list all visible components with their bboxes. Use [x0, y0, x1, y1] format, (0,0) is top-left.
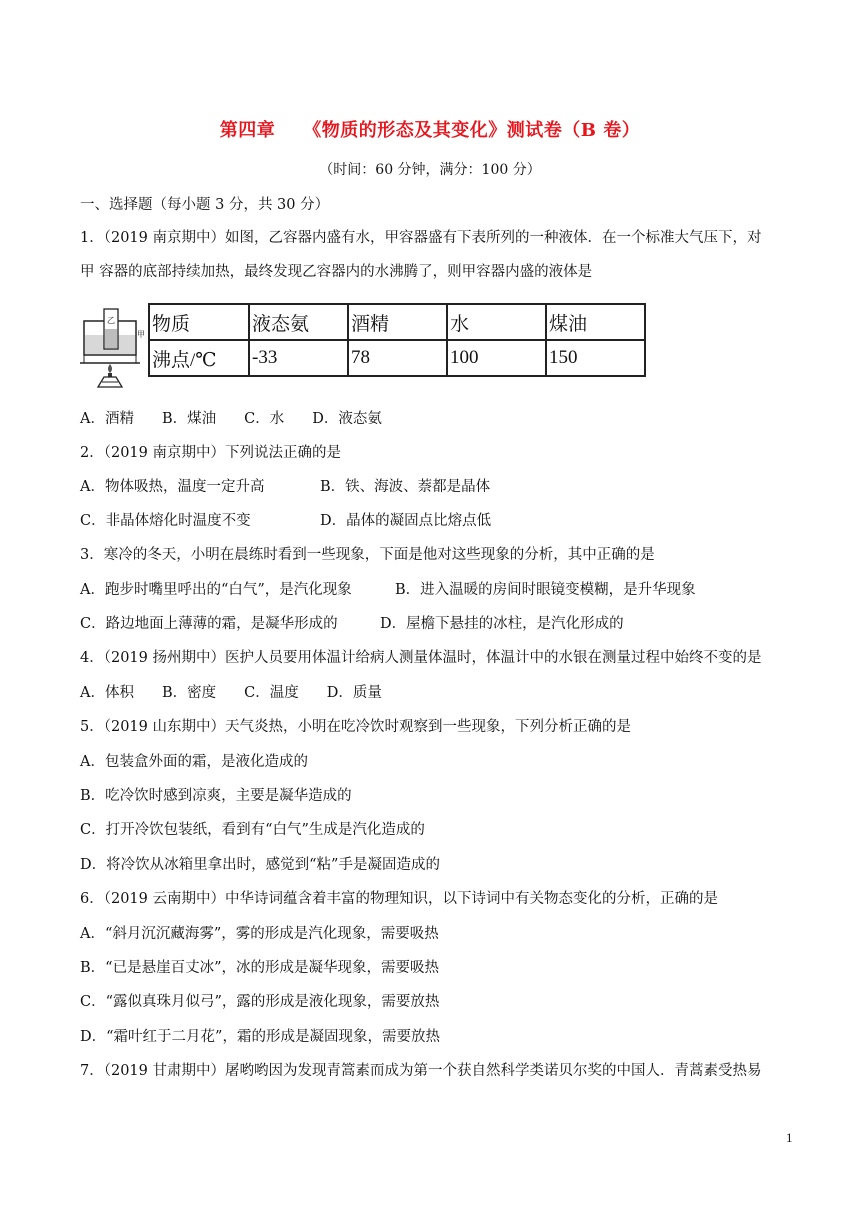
question-6-stem: 6．（2019 云南期中）中华诗词蕴含着丰富的物理知识，以下诗词中有关物态变化的分析，正确的是	[80, 891, 718, 907]
page-number: 1	[786, 1130, 793, 1145]
table-cell: 物质	[149, 304, 249, 340]
test-meta: （时间：60 分钟，满分：100 分）	[319, 162, 541, 178]
question-2-options-row-1	[80, 477, 790, 497]
option-d: D．屋檐下悬挂的冰柱，是汽化形成的	[380, 616, 624, 632]
option-b: B．进入温暖的房间时眼镜变模糊，是升华现象	[395, 582, 696, 598]
option-c: C．非晶体熔化时温度不变	[80, 513, 251, 529]
question-2-stem: 2．（2019 南京期中）下列说法正确的是	[80, 445, 341, 461]
question-5-stem: 5．（2019 山东期中）天气炎热，小明在吃冷饮时观察到一些现象，下列分析正确的是	[80, 719, 631, 735]
question-6-option-d: D．“霜叶红于二月花”，霜的形成是凝固现象，需要放热	[80, 1029, 440, 1045]
page-title	[0, 116, 860, 142]
chapter-label: 第四章	[219, 120, 276, 141]
option-d: D．液态氨	[312, 411, 382, 427]
question-7-stem: 7．（2019 甘肃期中）屠哟哟因为发现青篙素而成为第一个获自然科学类诺贝尔奖的中国人．青蒿素受热易	[80, 1063, 762, 1079]
question-3-stem: 3．寒冷的冬天，小明在晨练时看到一些现象，下面是他对这些现象的分析，其中正确的是	[80, 547, 655, 563]
question-1-options	[80, 409, 790, 429]
question-1-stem-line-2: 甲 容器的底部持续加热，最终发现乙容器内的水沸腾了，则甲容器内盛的液体是	[80, 264, 593, 280]
question-6-option-b: B．“已是悬崖百丈冰”，冰的形成是凝华现象，需要吸热	[80, 960, 439, 976]
question-5-option-a: A．包装盒外面的霜，是液化造成的	[80, 754, 308, 770]
boiling-point-table	[148, 303, 646, 377]
question-6-option-a: A．“斜月沉沉藏海雾”，雾的形成是汽化现象，需要吸热	[80, 926, 439, 942]
option-d: D．质量	[326, 685, 382, 701]
table-cell: 水	[447, 304, 546, 340]
table-cell: 液态氨	[249, 304, 348, 340]
option-a: A．跑步时嘴里呼出的“白气”，是汽化现象	[80, 582, 352, 598]
table-cell: 150	[546, 340, 645, 376]
table-cell: -33	[249, 340, 348, 376]
question-3-options-row-1	[80, 580, 790, 600]
question-6-option-c: C．“露似真珠月似弓”，露的形成是液化现象，需要放热	[80, 994, 440, 1010]
option-a: A．酒精	[80, 411, 134, 427]
option-b: B．铁、海波、萘都是晶体	[320, 479, 491, 495]
table-cell: 78	[348, 340, 447, 376]
question-2-options-row-2	[80, 511, 790, 531]
question-5-option-b: B．吃冷饮时感到凉爽，主要是凝华造成的	[80, 788, 352, 804]
table-row	[149, 340, 645, 376]
option-b: B．密度	[161, 685, 217, 701]
option-a: A．体积	[80, 685, 134, 701]
table-cell: 100	[447, 340, 546, 376]
question-5-option-c: C．打开冷饮包装纸，看到有“白气”生成是汽化造成的	[80, 822, 425, 838]
outer-container-label: 甲	[137, 330, 145, 339]
test-title: 《物质的形态及其变化》测试卷（B 卷）	[303, 120, 641, 141]
table-row	[149, 304, 645, 340]
option-a: A．物体吸热，温度一定升高	[80, 479, 265, 495]
option-c: C．温度	[244, 685, 299, 701]
option-b: B．煤油	[161, 411, 217, 427]
question-1-stem-line-1: 1．（2019 南京期中）如图，乙容器内盛有水，甲容器盛有下表所列的一种液体．在一个标准大气压下，对	[80, 230, 762, 246]
section-heading: 一、选择题（每小题 3 分，共 30 分）	[80, 197, 330, 213]
inner-container-label: 乙	[107, 316, 115, 325]
option-d: D．晶体的凝固点比熔点低	[320, 513, 492, 529]
beaker-apparatus-figure	[80, 303, 146, 389]
question-3-options-row-2	[80, 614, 790, 634]
option-c: C．水	[244, 411, 285, 427]
option-c: C．路边地面上薄薄的霜，是凝华形成的	[80, 616, 338, 632]
question-5-option-d: D．将冷饮从冰箱里拿出时，感觉到“粘”手是凝固造成的	[80, 857, 440, 873]
table-cell: 酒精	[348, 304, 447, 340]
table-cell: 沸点/℃	[149, 340, 249, 376]
table-cell: 煤油	[546, 304, 645, 340]
question-4-options	[80, 683, 790, 703]
question-4-stem: 4．（2019 扬州期中）医护人员要用体温计给病人测量体温时，体温计中的水银在测量过程中始终不变的是	[80, 650, 762, 666]
